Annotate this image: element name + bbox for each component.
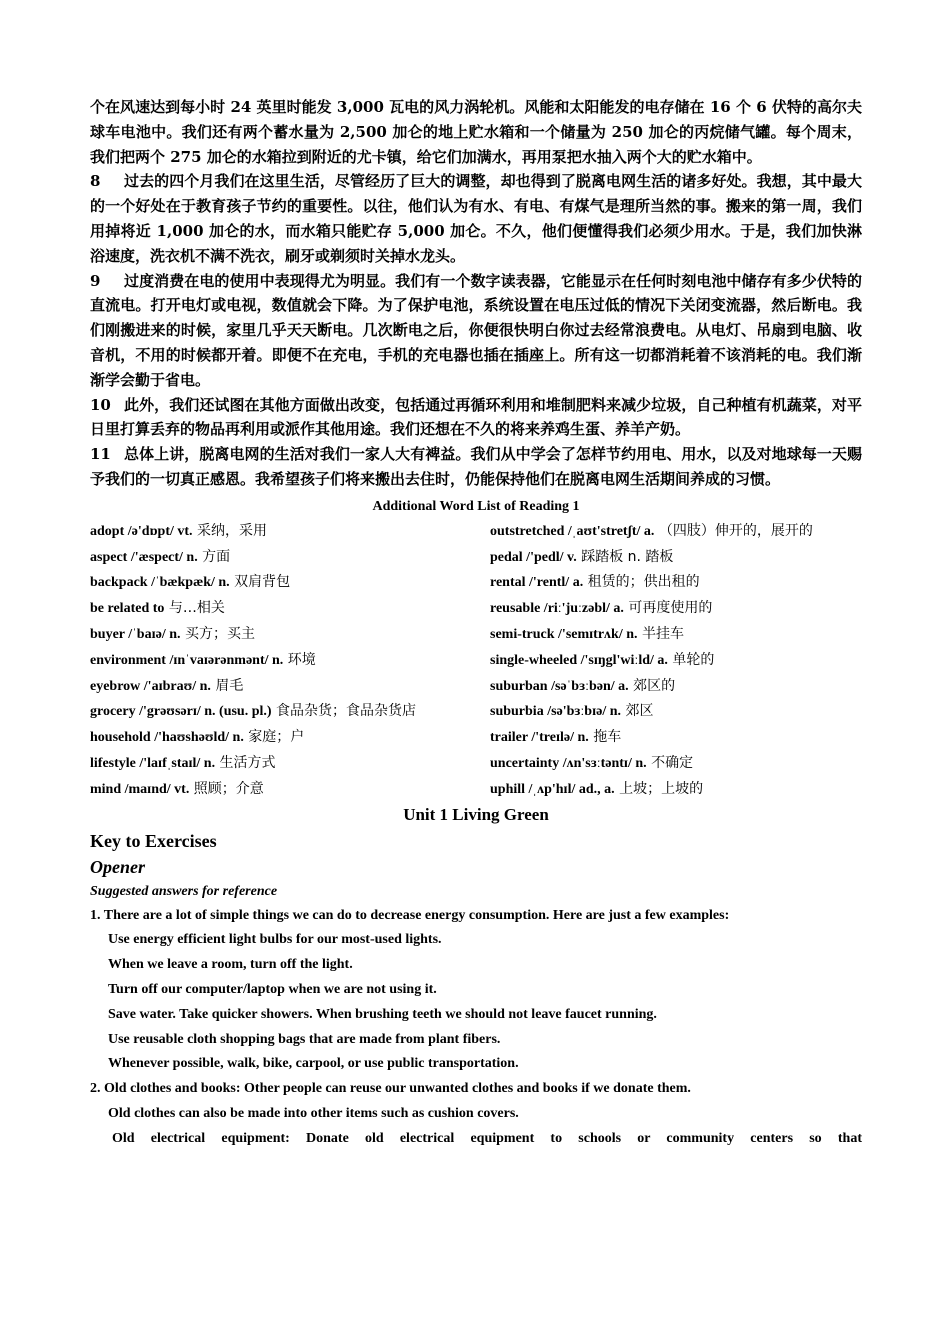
word-entry xyxy=(490,519,862,545)
word-list-left-column xyxy=(90,519,462,803)
word-term: rental /'rentl/ a. xyxy=(490,575,584,591)
word-list-title: Additional Word List of Reading 1 xyxy=(372,498,580,514)
word-entry xyxy=(90,648,462,674)
answer-2-sub: Old electrical equipment: Donate old electrical equipment to schools or community centers so that xyxy=(112,1130,862,1146)
word-entry xyxy=(490,777,862,803)
word-entry xyxy=(90,596,462,622)
word-term: grocery /'grəʊsərɪ/ n. (usu. pl.) xyxy=(90,704,272,720)
word-definition: 单轮的 xyxy=(667,651,715,668)
paragraph-text: 过去的四个月我们在这里生活，尽管经历了巨大的调整，却也得到了脱离电网生活的诸多好处。我想，其中最大的一个好处在于教育孩子节约的重要性。以往，他们认为有水、有电、有煤气是理所当然的事。搬来的第一周，我们用掉将近 1,000 加仑的水，而水箱只能贮存 5,000 加仑。不久，他们便懂得我们必须少用水。于是，我们加快淋浴速度，洗衣机不满不洗衣，刷牙或剃须时关掉水龙头。 xyxy=(90,172,862,265)
word-entry xyxy=(490,725,862,751)
word-definition: 买方；买主 xyxy=(180,625,255,642)
word-term: trailer /'treɪlə/ n. xyxy=(490,730,589,746)
word-term: buyer /ˈbaɪə/ n. xyxy=(90,626,181,642)
word-term: single-wheeled /'sɪŋgl'wiːld/ a. xyxy=(490,652,668,668)
paragraph-7-continued: 个在风速达到每小时 24 英里时能发 3,000 瓦电的风力涡轮机。风能和太阳能发的电存储在 16 个 6 伏特的高尔夫球车电池中。我们还有两个蓄水量为 2,500 加仑的地上贮水箱和一个储量为 250 加仑的丙烷储气罐。每个周末，我们把两个 275 加仑的水箱拉到附近的尤卡镇，给它们加满水，再用泵把水抽入两个大的贮水箱中。 xyxy=(90,98,862,166)
word-entry xyxy=(490,699,862,725)
document-page xyxy=(90,95,862,1151)
paragraph-number: 10 xyxy=(90,395,111,414)
key-heading: Key to Exercises xyxy=(90,830,217,851)
paragraph-text: 过度消费在电的使用中表现得尤为明显。我们有一个数字读表器，它能显示在任何时刻电池中储存有多少伏特的直流电。打开电灯或电视，数值就会下降。为了保护电池，系统设置在电压过低的情况下关闭变流器，然后断电。我们刚搬进来的时候，家里几乎天天断电。几次断电之后，你便很快明白你过去经常浪费电。从电灯、吊扇到电脑、收音机，不用的时候都开着。即便不在充电，手机的充电器也插在插座上。所有这一切都消耗着不该消耗的电。我们渐渐学会勤于省电。 xyxy=(90,271,862,389)
word-term: outstretched /ˌaʊt'stretʃt/ a. xyxy=(490,523,655,539)
paragraph-text: 总体上讲，脱离电网的生活对我们一家人大有裨益。我们从中学会了怎样节约用电、用水，以及对地球每一天赐予我们的一切真正感恩。我希望孩子们将来搬出去住时，仍能保持他们在脱离电网生活期间养成的习惯。 xyxy=(90,445,862,488)
answer-2: 2. Old clothes and books: Other people can reuse our unwanted clothes and books if we donate them. xyxy=(90,1081,691,1097)
paragraph-number: 8 xyxy=(90,172,101,191)
word-term: eyebrow /'aɪbraʊ/ n. xyxy=(90,678,211,694)
word-entry xyxy=(90,519,462,545)
word-definition: 上坡；上坡的 xyxy=(614,780,704,797)
answer-1-examples xyxy=(90,928,862,1077)
word-term: suburban /səˈbɜːbən/ a. xyxy=(490,678,629,694)
paragraph-11 xyxy=(90,442,862,492)
suggested-answers-heading: Suggested answers for reference xyxy=(90,883,278,899)
word-entry xyxy=(90,725,462,751)
word-term: adopt /ə'dɒpt/ vt. xyxy=(90,523,193,539)
word-term: uphill /ˌʌp'hɪl/ ad., a. xyxy=(490,781,615,797)
word-entry xyxy=(490,596,862,622)
word-term: lifestyle /'laɪfˌstaɪl/ n. xyxy=(90,755,216,771)
answer-example: When we leave a room, turn off the light. xyxy=(108,957,353,973)
paragraph-10 xyxy=(90,393,862,443)
word-definition: 拖车 xyxy=(588,729,622,746)
word-definition: 踩踏板 n. 踏板 xyxy=(576,548,674,565)
word-definition: 照顾；介意 xyxy=(189,780,264,797)
word-entry xyxy=(90,699,462,725)
paragraph-8 xyxy=(90,169,862,268)
word-definition: 家庭；户 xyxy=(243,729,305,746)
opener-heading: Opener xyxy=(90,856,145,877)
word-entry xyxy=(490,570,862,596)
paragraph-number: 11 xyxy=(90,445,111,464)
word-definition: 租赁的；供出租的 xyxy=(583,574,700,591)
word-term: suburbia /sə'bɜːbɪə/ n. xyxy=(490,704,621,720)
word-definition: 不确定 xyxy=(646,754,694,771)
word-list xyxy=(90,519,862,803)
word-definition: 郊区的 xyxy=(628,677,676,694)
word-entry xyxy=(90,674,462,700)
paragraph-9 xyxy=(90,269,862,393)
word-entry xyxy=(90,751,462,777)
word-term: be related to xyxy=(90,601,165,617)
word-entry xyxy=(90,622,462,648)
answer-example: Save water. Take quicker showers. When brushing teeth we should not leave faucet running. xyxy=(108,1006,657,1022)
word-definition: 采纳，采用 xyxy=(192,522,268,539)
word-term: uncertainty /ʌn'sɜːtəntɪ/ n. xyxy=(490,755,647,771)
word-definition: 双肩背包 xyxy=(229,574,291,591)
word-entry xyxy=(490,622,862,648)
word-entry xyxy=(90,570,462,596)
answer-2-sub: Old clothes can also be made into other items such as cushion covers. xyxy=(108,1105,519,1121)
word-entry xyxy=(90,777,462,803)
word-term: reusable /riː'juːzəbl/ a. xyxy=(490,601,624,617)
word-definition: 半挂车 xyxy=(637,625,684,642)
word-term: pedal /'pedl/ v. xyxy=(490,549,577,565)
answer-example: Whenever possible, walk, bike, carpool, or use public transportation. xyxy=(108,1056,519,1072)
answer-example: Use reusable cloth shopping bags that are made from plant fibers. xyxy=(108,1031,501,1047)
answer-example: Turn off our computer/laptop when we are not using it. xyxy=(108,981,437,997)
word-definition: 方面 xyxy=(197,548,231,565)
word-definition: （四肢）伸开的，展开的 xyxy=(654,522,813,539)
word-list-right-column xyxy=(490,519,862,803)
word-definition: 环境 xyxy=(283,651,316,668)
word-definition: 眉毛 xyxy=(210,677,244,694)
word-definition: 与…相关 xyxy=(164,600,225,617)
word-definition: 可再度使用的 xyxy=(623,600,713,617)
word-term: semi-truck /'semɪtrʌk/ n. xyxy=(490,626,638,642)
word-definition: 生活方式 xyxy=(215,754,276,771)
word-definition: 食品杂货；食品杂货店 xyxy=(271,703,417,720)
word-term: environment /ɪnˈvaɪərənmənt/ n. xyxy=(90,652,284,668)
word-term: backpack /ˈbækpæk/ n. xyxy=(90,575,230,591)
word-entry xyxy=(490,751,862,777)
word-definition: 郊区 xyxy=(621,703,654,720)
word-term: mind /maɪnd/ vt. xyxy=(90,781,190,797)
word-term: household /'haʊshəʊld/ n. xyxy=(90,730,244,746)
paragraph-number: 9 xyxy=(90,271,101,290)
word-entry xyxy=(490,674,862,700)
word-entry xyxy=(490,648,862,674)
word-term: aspect /'æspect/ n. xyxy=(90,549,198,565)
answer-1: 1. There are a lot of simple things we can do to decrease energy consumption. Here are just a few examples: xyxy=(90,907,730,923)
paragraph-text: 此外，我们还试图在其他方面做出改变，包括通过再循环利用和堆制肥料来减少垃圾，自己种植有机蔬菜，对平日里打算丢弃的物品再利用或派作其他用途。我们还想在不久的将来养鸡生蛋、养羊产奶。 xyxy=(90,395,862,439)
unit-title: Unit 1 Living Green xyxy=(403,804,549,824)
word-entry xyxy=(490,545,862,571)
answer-example: Use energy efficient light bulbs for our most-used lights. xyxy=(108,932,442,948)
word-entry xyxy=(90,545,462,571)
